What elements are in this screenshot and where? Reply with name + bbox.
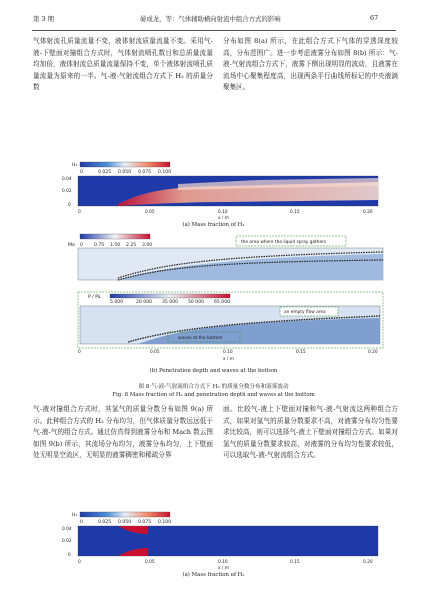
fig9a-cbar-tick: 0.025 xyxy=(98,520,112,525)
fig8a-cbar-tick: 0.050 xyxy=(118,170,132,175)
fig8b-p-colorbar xyxy=(110,294,230,298)
fig8b-p-tick: 35 000 xyxy=(162,300,179,305)
fig8b-xtick: 0.10 xyxy=(223,350,233,355)
running-title: 晏成龙，等：气体辅助横向射流中组合方式的影响 xyxy=(140,15,281,23)
fig8b-cbar-tick: 0 xyxy=(80,243,83,248)
page-number: 67 xyxy=(370,14,379,22)
fig8b-caption: (b) Penetration depth and waves at the bottom xyxy=(149,368,278,374)
fig8-caption-en: Fig. 8 Mass fraction of H₂ and penetration depth and waves at the bottom xyxy=(112,392,315,398)
fig9a-ytick: 0.02 xyxy=(62,539,72,544)
fig8a-ytick: 0 xyxy=(68,203,71,208)
fig9a-xtick: 0 xyxy=(78,560,81,565)
fig8-caption-cn: 图 8 气-液-气射流组合方式下 H₂ 的质量分数分布和液雾波动 xyxy=(138,384,289,390)
fig8a-contour xyxy=(58,160,388,220)
fig8b-p-tick: 65 000 xyxy=(214,300,231,305)
fig8a-ytick: 0.04 xyxy=(62,177,72,182)
fig8a-cbar-tick: 0 xyxy=(80,170,83,175)
fig9a-ytick: 0.04 xyxy=(62,527,72,532)
fig8b-ma-colorbar xyxy=(80,234,150,239)
fig8b-cbar-tick: 2.25 xyxy=(126,243,137,248)
fig8a-colorbar xyxy=(80,162,170,167)
fig9a-cbar-tick: 0.075 xyxy=(138,520,152,525)
fig9a-xtick: 0.10 xyxy=(218,560,228,565)
page-header xyxy=(0,12,427,28)
fig8b-p-title: P / Pa xyxy=(88,295,101,300)
fig8b-p-tick: 20 000 xyxy=(136,300,153,305)
fig8b-xlabel: x / m xyxy=(223,357,234,362)
fig8b-xtick: 0 xyxy=(78,350,81,355)
fig8b-label-waves: waves at the bottom xyxy=(178,336,223,341)
fig8b-cbar-tick: 3.00 xyxy=(142,243,153,248)
fig9a-ytick: 0 xyxy=(68,553,71,558)
fig8a-caption: (a) Mass fraction of H₂ xyxy=(182,222,245,228)
fig9a-cbar-tick: 0 xyxy=(80,520,83,525)
fig8a-xlabel: x / m xyxy=(218,216,229,220)
top-right-paragraph: 分布如图 8(a) 所示，在此组合方式下气体的穿透深度较高，分布范围广。进一步考虑液雾分布如图 8(b) 所示：气-液-气射流组合方式下，液雾下侧出现明显的波动，且液雾在流场中心聚集程度高，出现两条平行曲线所标记的中央液滴聚集区。 xyxy=(223,37,398,92)
fig8a-ytick: 0.02 xyxy=(62,189,72,194)
fig8b-label-empty: an empty flow area xyxy=(284,310,326,315)
fig8a-xtick: 0.20 xyxy=(363,210,373,215)
fig9a-xtick: 0.15 xyxy=(290,560,300,565)
fig8b-contour xyxy=(58,232,398,367)
fig8b-xtick: 0.15 xyxy=(296,350,306,355)
fig8b-xtick: 0.05 xyxy=(150,350,160,355)
fig9a-contour xyxy=(58,510,388,570)
fig8b-p-tick: 50 000 xyxy=(188,300,205,305)
fig8a-cbar-tick: 0.025 xyxy=(98,170,112,175)
top-left-paragraph: 气体射流孔质量流量不变，液体射流质量流量不变。采用气-液-下壁面对撞组合方式时，气体射流喷孔数目和总质量流量均加倍，液体射流总质量流量保持不变，单个液体射流喷孔质量流量为原来的一半。气-液-气射流组合方式下 H₂ 的质量分数 xyxy=(33,37,213,92)
bottom-left-paragraph: 气-液对撞组合方式时，其氢气的质量分数分布如图 9(a) 所示。此种组合方式的 H₂ 分布均匀，但气体质量分数远远低于气-液-气的组合方式。通过仿真得到液雾分布和 Mach 数云图如图 9(b) 所示，其流场分布均匀，液雾分布均匀，上下壁面处无明显空流区，无明显的液雾稠密和稀疏分界 xyxy=(33,405,213,460)
fig8a-xtick: 0 xyxy=(78,210,81,215)
fig8b-cbar-tick: 0.75 xyxy=(94,243,105,248)
fig9a-xtick: 0.20 xyxy=(363,560,373,565)
fig8a-xtick: 0.15 xyxy=(290,210,300,215)
fig9a-cbar-tick: 0.050 xyxy=(118,520,132,525)
fig8a-cbar-tick: 0.075 xyxy=(138,170,152,175)
fig9a-xlabel: x / m xyxy=(218,566,229,570)
fig8b-xtick: 0.20 xyxy=(368,350,378,355)
fig8b-cbar-tick: 1.50 xyxy=(110,243,121,248)
fig8b-p-tick: 5 000 xyxy=(110,300,124,305)
fig8b-annotation-top: the area where the liquid spray gathers xyxy=(241,240,327,245)
bottom-right-paragraph: 面。比较气-液上下壁面对撞和气-液-气射流这两种组合方式，如果对氢气的质量分数要求不高，对液雾分布均匀性要求比较高，则可以选择气-液上下壁面对撞组合方式。如果对氢气的质量分数要求较高，对液雾的分布均匀性要求较低，可以选取气-液-气射流组合方式。 xyxy=(223,405,398,460)
issue-label: 第 3 期 xyxy=(33,15,54,23)
fig9a-cbar-tick: 0.100 xyxy=(158,520,172,525)
fig8b-cbar-title: Ma xyxy=(68,243,75,248)
fig9a-cbar-title: H₂ xyxy=(72,513,78,518)
fig8a-cbar-title: H₂ xyxy=(72,163,78,168)
fig8a-xtick: 0.05 xyxy=(145,210,155,215)
fig9a-caption: (a) Mass fraction of H₂ xyxy=(182,572,245,578)
fig9a-colorbar xyxy=(80,512,170,517)
fig9a-xtick: 0.05 xyxy=(145,560,155,565)
fig9a-domain xyxy=(78,526,378,556)
fig8a-xtick: 0.10 xyxy=(218,210,228,215)
header-rule xyxy=(32,30,396,31)
fig8a-cbar-tick: 0.100 xyxy=(158,170,172,175)
